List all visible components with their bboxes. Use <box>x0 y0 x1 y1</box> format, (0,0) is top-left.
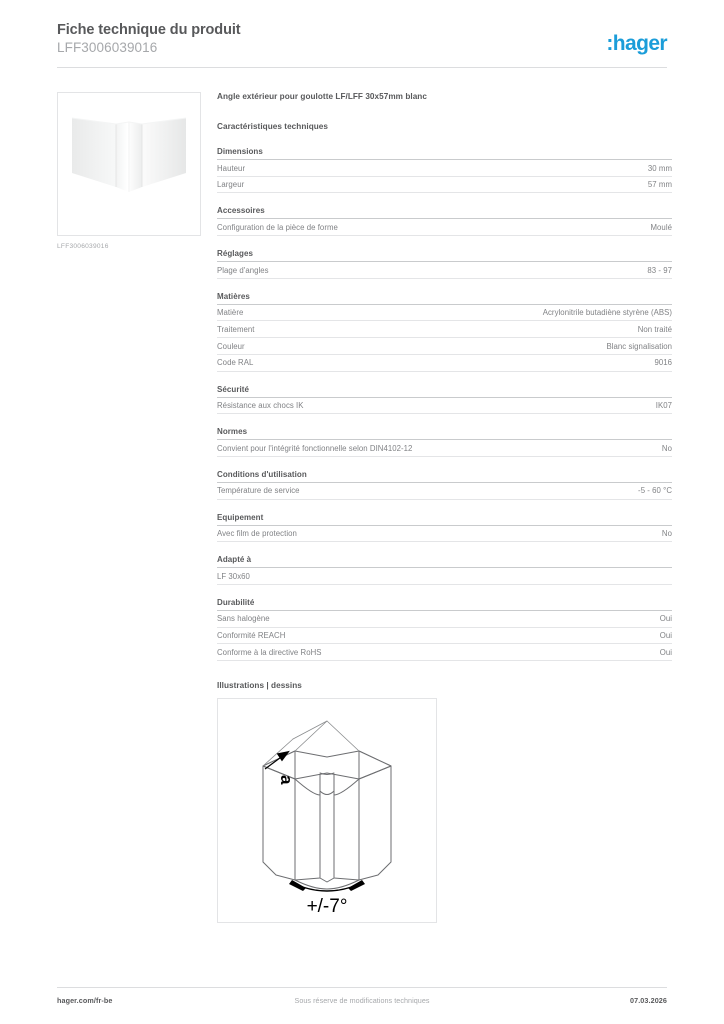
spec-value: -5 - 60 °C <box>638 486 672 496</box>
product-image-caption: LFF3006039016 <box>57 243 109 250</box>
technical-drawing <box>217 698 437 923</box>
spec-group-title: Dimensions <box>217 147 672 160</box>
spec-group <box>217 385 672 415</box>
header-divider <box>57 67 667 68</box>
spec-group <box>217 427 672 457</box>
spec-key: Température de service <box>217 486 300 496</box>
spec-group-title: Normes <box>217 427 672 440</box>
spec-value: Moulé <box>650 222 672 232</box>
spec-value: 83 - 97 <box>647 265 672 275</box>
spec-key: Avec film de protection <box>217 529 297 539</box>
spec-value: IK07 <box>655 401 672 410</box>
spec-row <box>217 440 672 457</box>
spec-key: Convient pour l'intégrité fonctionnelle selon DIN4102-12 <box>217 443 413 453</box>
spec-group <box>217 470 672 500</box>
spec-value: 30 mm <box>647 163 672 173</box>
spec-row <box>217 568 672 585</box>
spec-group <box>217 555 672 585</box>
spec-row <box>217 398 672 415</box>
spec-row <box>217 262 672 279</box>
spec-value: 9016 <box>654 358 672 368</box>
footer-website[interactable]: hager.com/fr-be <box>57 996 113 1005</box>
spec-key: Couleur <box>217 341 245 351</box>
spec-row <box>217 644 672 661</box>
spec-row <box>217 160 672 177</box>
footer-date: 07.03.2026 <box>630 996 667 1005</box>
spec-key: Conforme à la directive RoHS <box>217 647 322 657</box>
spec-key: Hauteur <box>217 163 246 173</box>
spec-group-title: Equipement <box>217 513 672 526</box>
product-photo-external-corner-icon <box>58 93 200 235</box>
page-footer <box>57 996 667 1010</box>
spec-group-title: Adapté à <box>217 555 672 568</box>
spec-row <box>217 526 672 543</box>
spec-value: Oui <box>659 647 672 657</box>
spec-value: Blanc signalisation <box>606 341 672 351</box>
spec-key: Sans halogène <box>217 614 270 624</box>
isometric-corner-drawing-icon <box>218 699 436 922</box>
spec-key: Code RAL <box>217 358 254 368</box>
spec-row <box>217 628 672 645</box>
specs-heading: Caractéristiques techniques <box>217 122 329 131</box>
illustrations-title: Illustrations | dessins <box>217 681 302 690</box>
spec-row <box>217 305 672 322</box>
spec-value: No <box>661 443 672 453</box>
spec-value: Non traité <box>637 324 672 334</box>
spec-group <box>217 249 672 279</box>
product-reference: LFF3006039016 <box>57 40 158 55</box>
spec-value: Oui <box>659 631 672 641</box>
product-image <box>57 92 201 236</box>
spec-row <box>217 321 672 338</box>
spec-key: Résistance aux chocs IK <box>217 401 304 410</box>
spec-value: Acrylonitrile butadiène styrène (ABS) <box>542 308 672 318</box>
spec-groups <box>217 147 672 661</box>
spec-group <box>217 598 672 661</box>
spec-value: Oui <box>659 614 672 624</box>
dimension-label: a <box>277 775 296 785</box>
spec-group-title: Réglages <box>217 249 672 262</box>
spec-key: Largeur <box>217 180 245 190</box>
product-name: Angle extérieur pour goulotte LF/LFF 30x57mm blanc <box>217 92 427 101</box>
spec-group <box>217 147 672 193</box>
spec-key: LF 30x60 <box>217 571 250 581</box>
spec-group-title: Matières <box>217 292 672 305</box>
footer-divider <box>57 987 667 988</box>
spec-group <box>217 513 672 543</box>
spec-key: Conformité REACH <box>217 631 286 641</box>
angle-label: +/-7° <box>306 896 348 917</box>
spec-row <box>217 338 672 355</box>
spec-group-title: Conditions d'utilisation <box>217 470 672 483</box>
spec-row <box>217 483 672 500</box>
hager-logo: :hager <box>606 32 667 55</box>
spec-row <box>217 219 672 236</box>
spec-group <box>217 206 672 236</box>
footer-disclaimer: Sous réserve de modifications techniques <box>294 996 430 1005</box>
spec-value: No <box>661 529 672 539</box>
spec-row <box>217 611 672 628</box>
spec-group-title: Durabilité <box>217 598 672 611</box>
spec-row <box>217 177 672 194</box>
spec-row <box>217 355 672 372</box>
page-title: Fiche technique du produit <box>57 22 241 38</box>
spec-key: Plage d'angles <box>217 265 269 275</box>
spec-group-title: Sécurité <box>217 385 672 398</box>
spec-key: Traitement <box>217 324 255 334</box>
spec-value: 57 mm <box>647 180 672 190</box>
spec-group <box>217 292 672 372</box>
spec-key: Configuration de la pièce de forme <box>217 222 338 232</box>
page-header <box>57 22 667 64</box>
spec-group-title: Accessoires <box>217 206 672 219</box>
main-content <box>217 92 672 923</box>
spec-key: Matière <box>217 308 244 318</box>
